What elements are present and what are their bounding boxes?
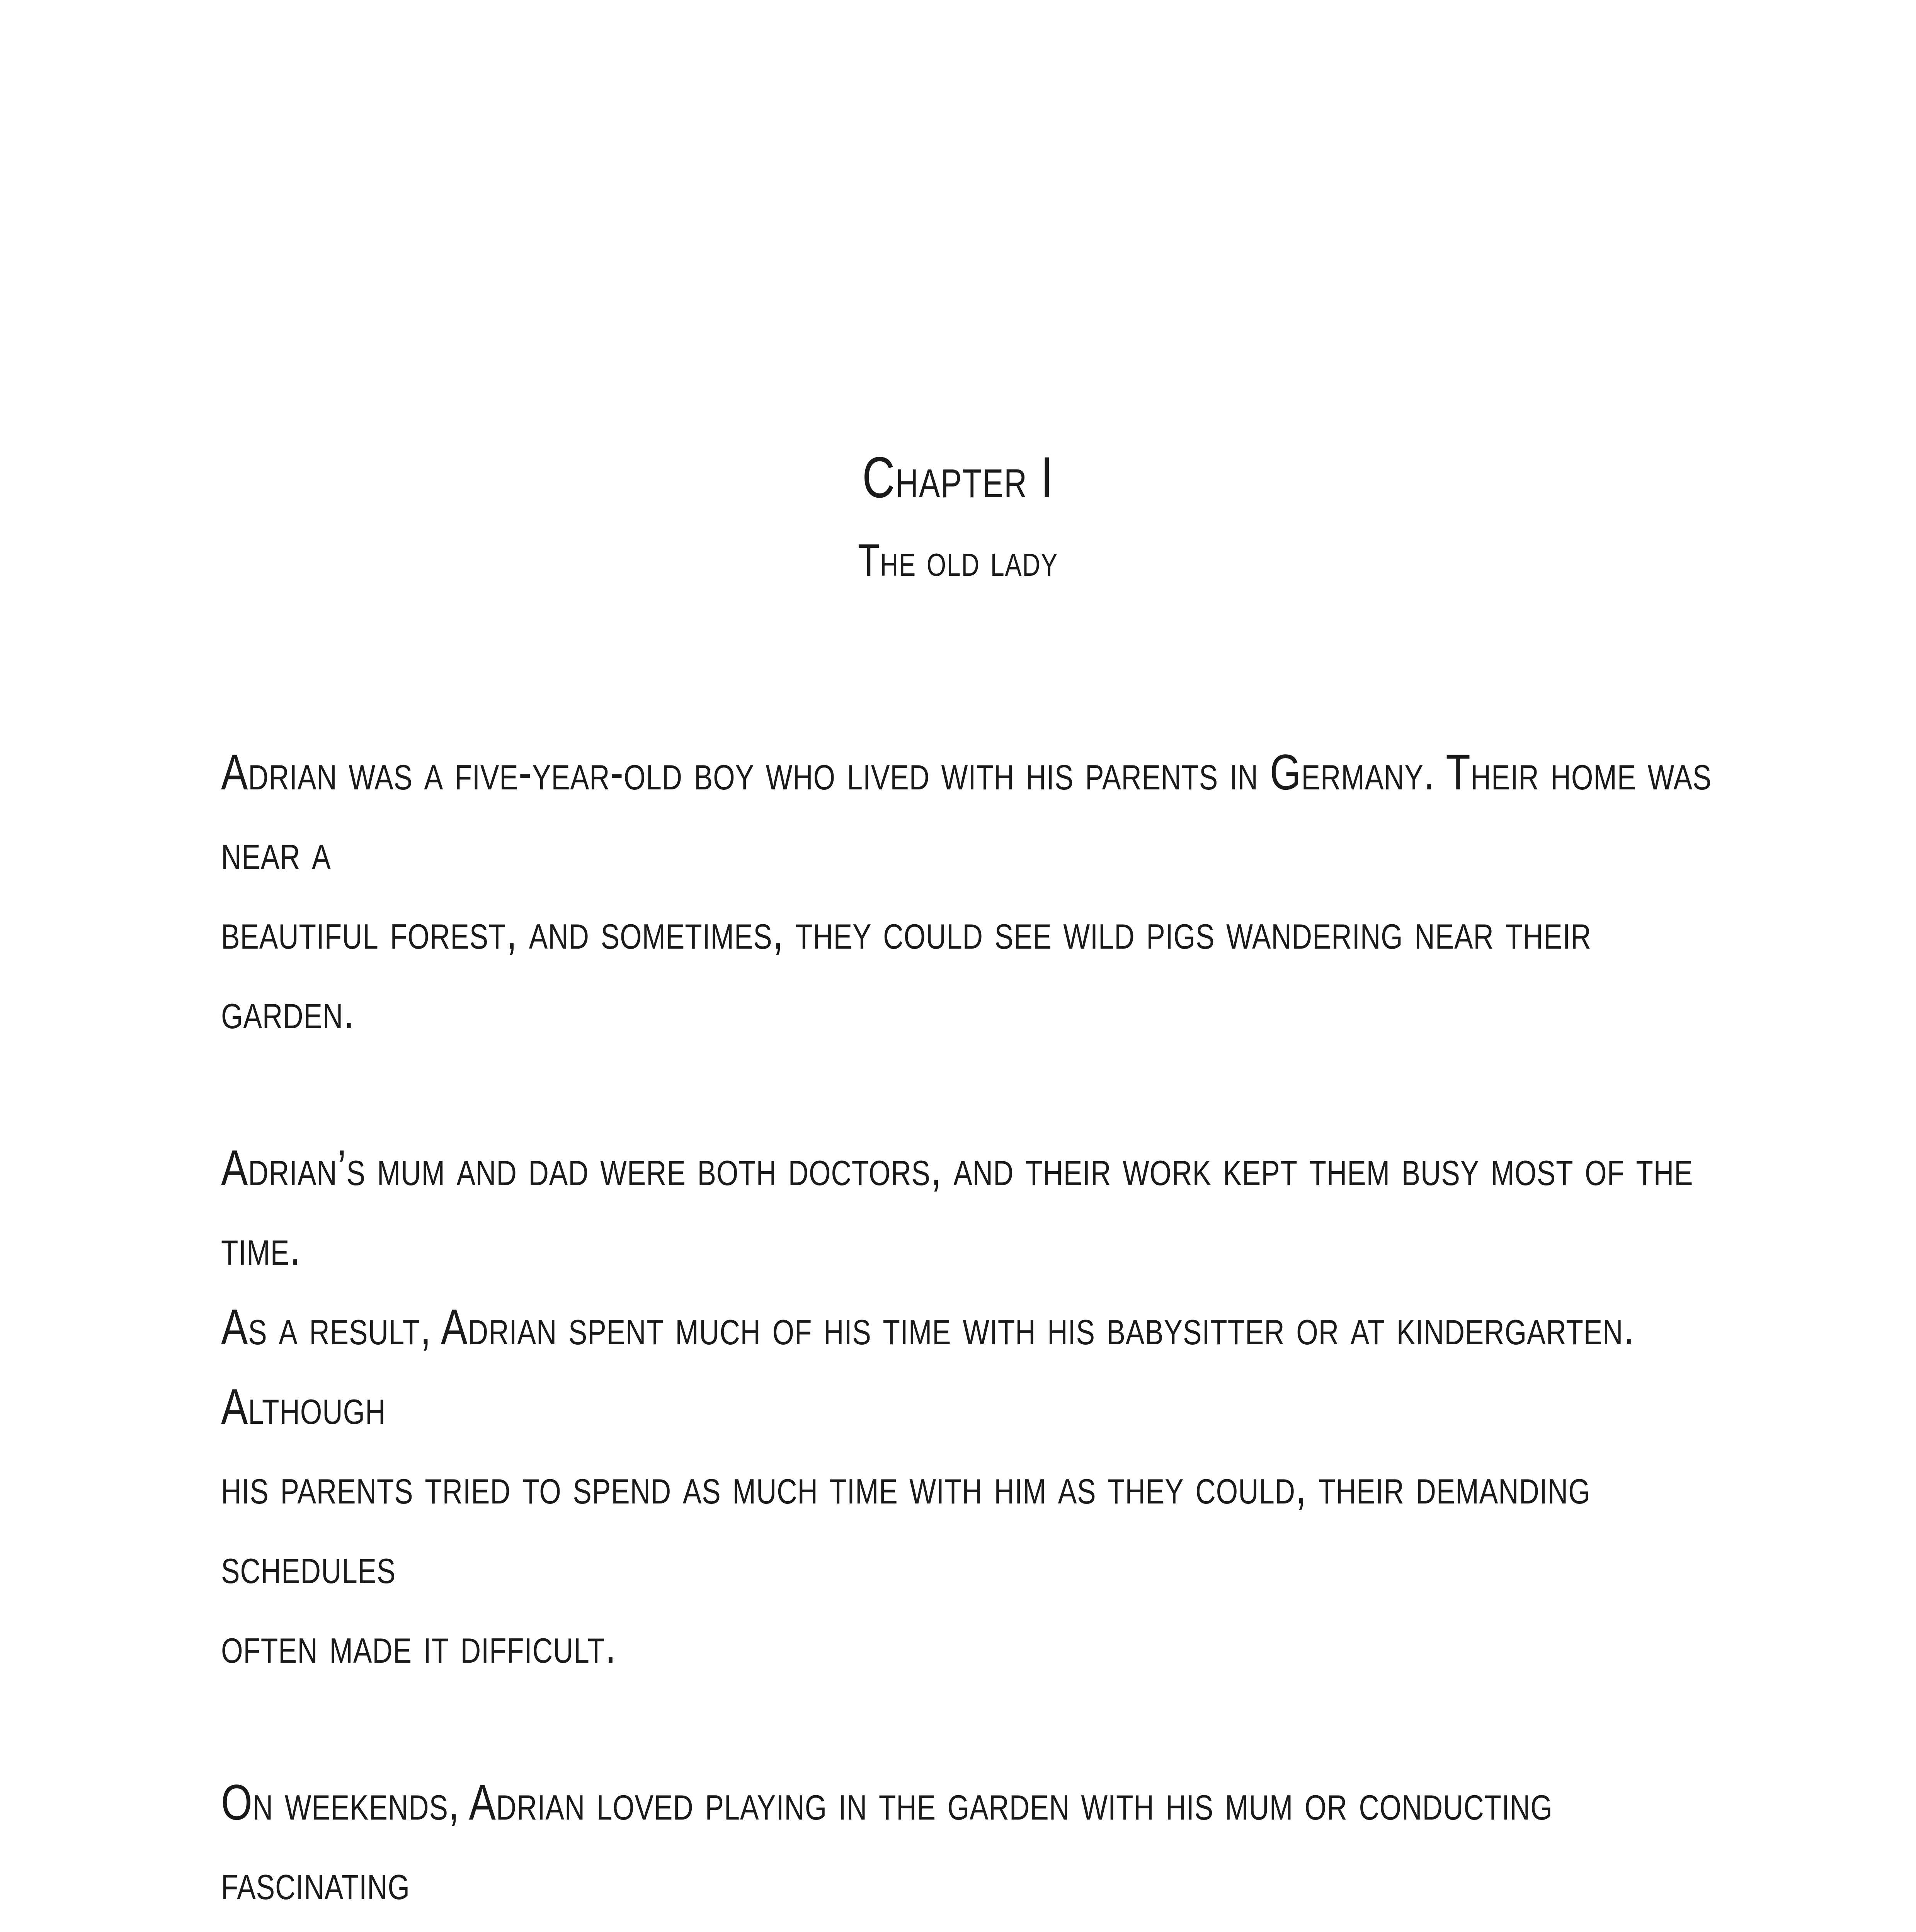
paragraph: On weekends, Adrian loved playing in the garden with his mum or conducting fascinating (221, 1774, 1553, 1910)
chapter-heading (0, 440, 1916, 591)
paragraph: Adrian was a five-year-old boy who lived with his parents in Germany. Their home was near a beautiful forest, and sometimes, they could see wild pigs wandering near their garden. (221, 744, 1712, 1039)
chapter-body (221, 732, 1728, 1932)
chapter-number: Chapter I (862, 445, 1054, 510)
paragraph: Adrian’s mum and dad were both doctors, and their work kept them busy most of the time. As a result, Adrian spent much of his time with his babysitter or at kindergarten. Although his parents tried to spend as much time with him as they could, their demanding schedules often made it difficult. (221, 1139, 1693, 1673)
chapter-title: The old lady (858, 535, 1058, 586)
